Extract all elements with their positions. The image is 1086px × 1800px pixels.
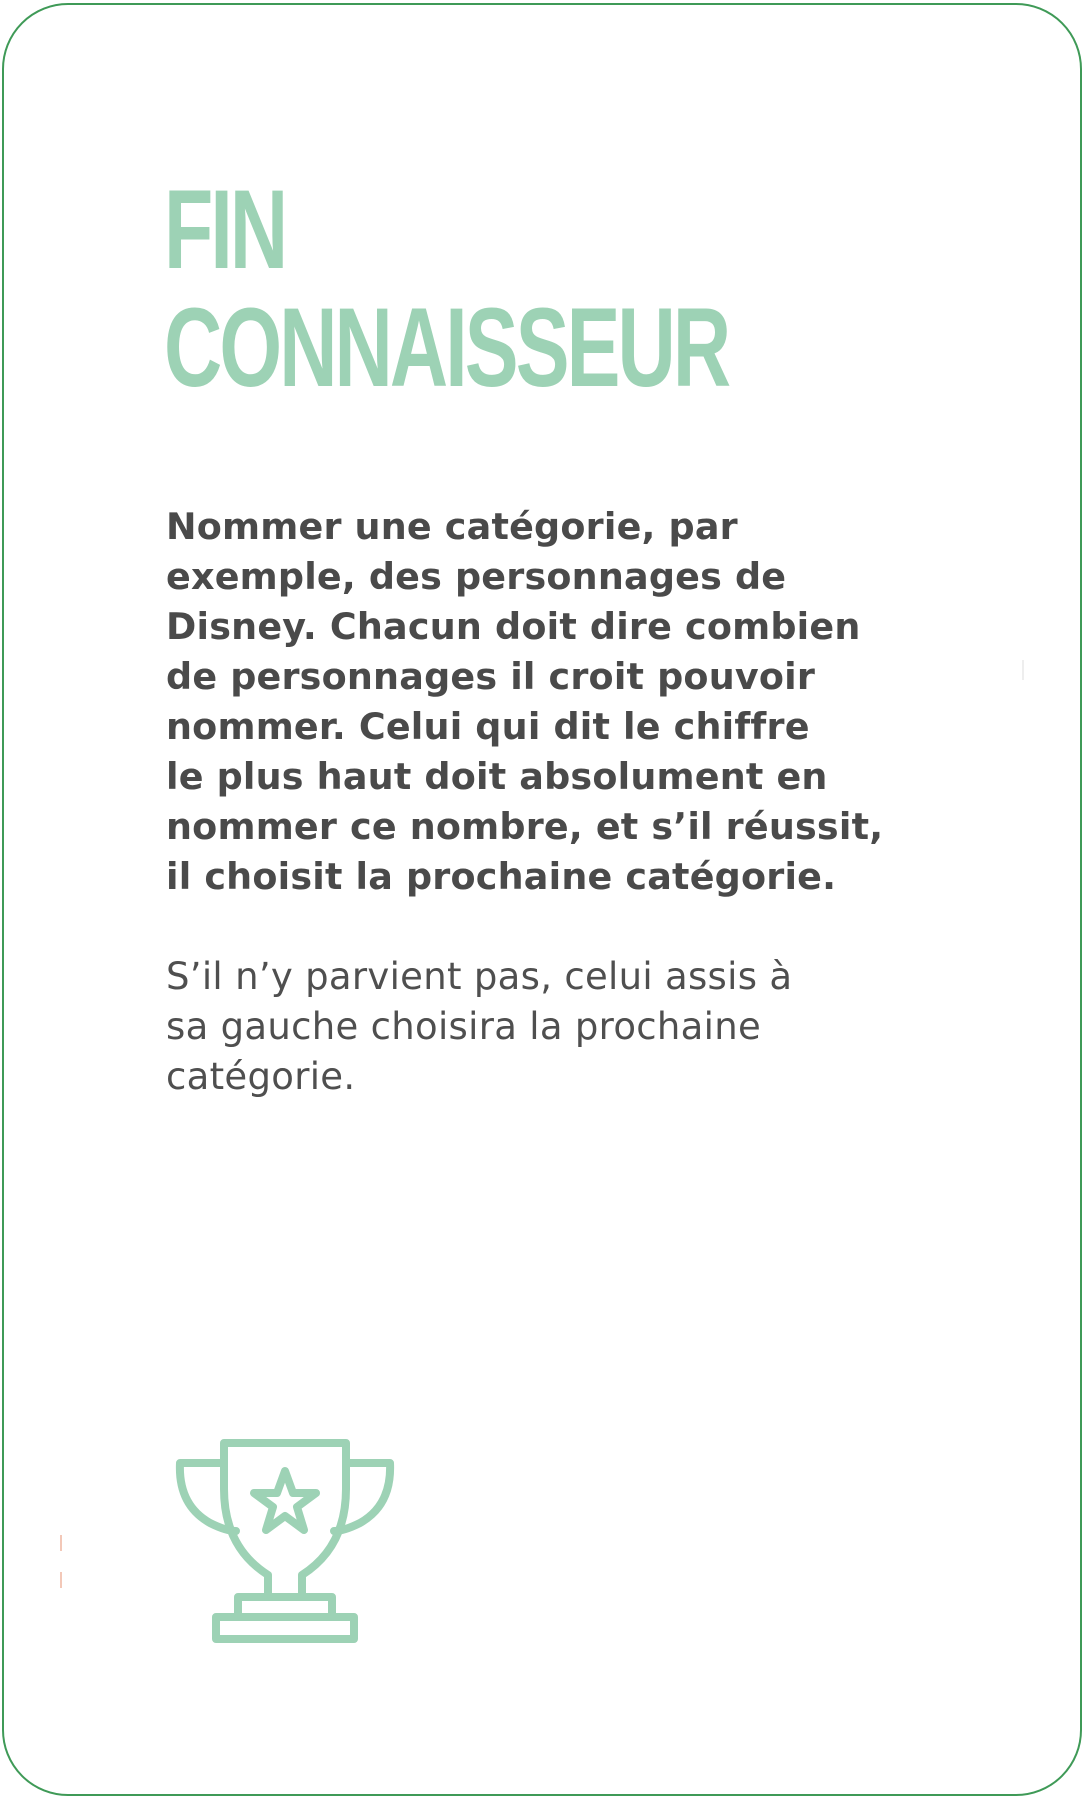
- note-line: sa gauche choisira la prochaine: [166, 1005, 762, 1048]
- edge-mark: [60, 1535, 62, 1551]
- rules-line: il choisit la prochaine catégorie.: [166, 855, 837, 898]
- note-line: S’il n’y parvient pas, celui assis à: [166, 955, 793, 998]
- card-title: [164, 167, 729, 410]
- note-text: [166, 952, 946, 1102]
- edge-mark: [60, 1572, 62, 1588]
- card-title-line: FIN: [164, 167, 286, 292]
- rules-line: nommer ce nombre, et s’il réussit,: [166, 805, 884, 848]
- rules-line: exemple, des personnages de: [166, 555, 787, 598]
- rules-line: Nommer une catégorie, par: [166, 505, 738, 548]
- game-card: [2, 3, 1082, 1796]
- rules-line: Disney. Chacun doit dire combien: [166, 605, 861, 648]
- rules-text: [166, 502, 946, 902]
- rules-line: nommer. Celui qui dit le chiffre: [166, 705, 810, 748]
- card-title-line: CONNAISSEUR: [164, 285, 729, 410]
- rules-line: le plus haut doit absolument en: [166, 755, 828, 798]
- note-line: catégorie.: [166, 1055, 356, 1098]
- rules-line: de personnages il croit pouvoir: [166, 655, 816, 698]
- edge-tick: [1022, 660, 1024, 680]
- trophy-star-icon: [174, 1435, 396, 1645]
